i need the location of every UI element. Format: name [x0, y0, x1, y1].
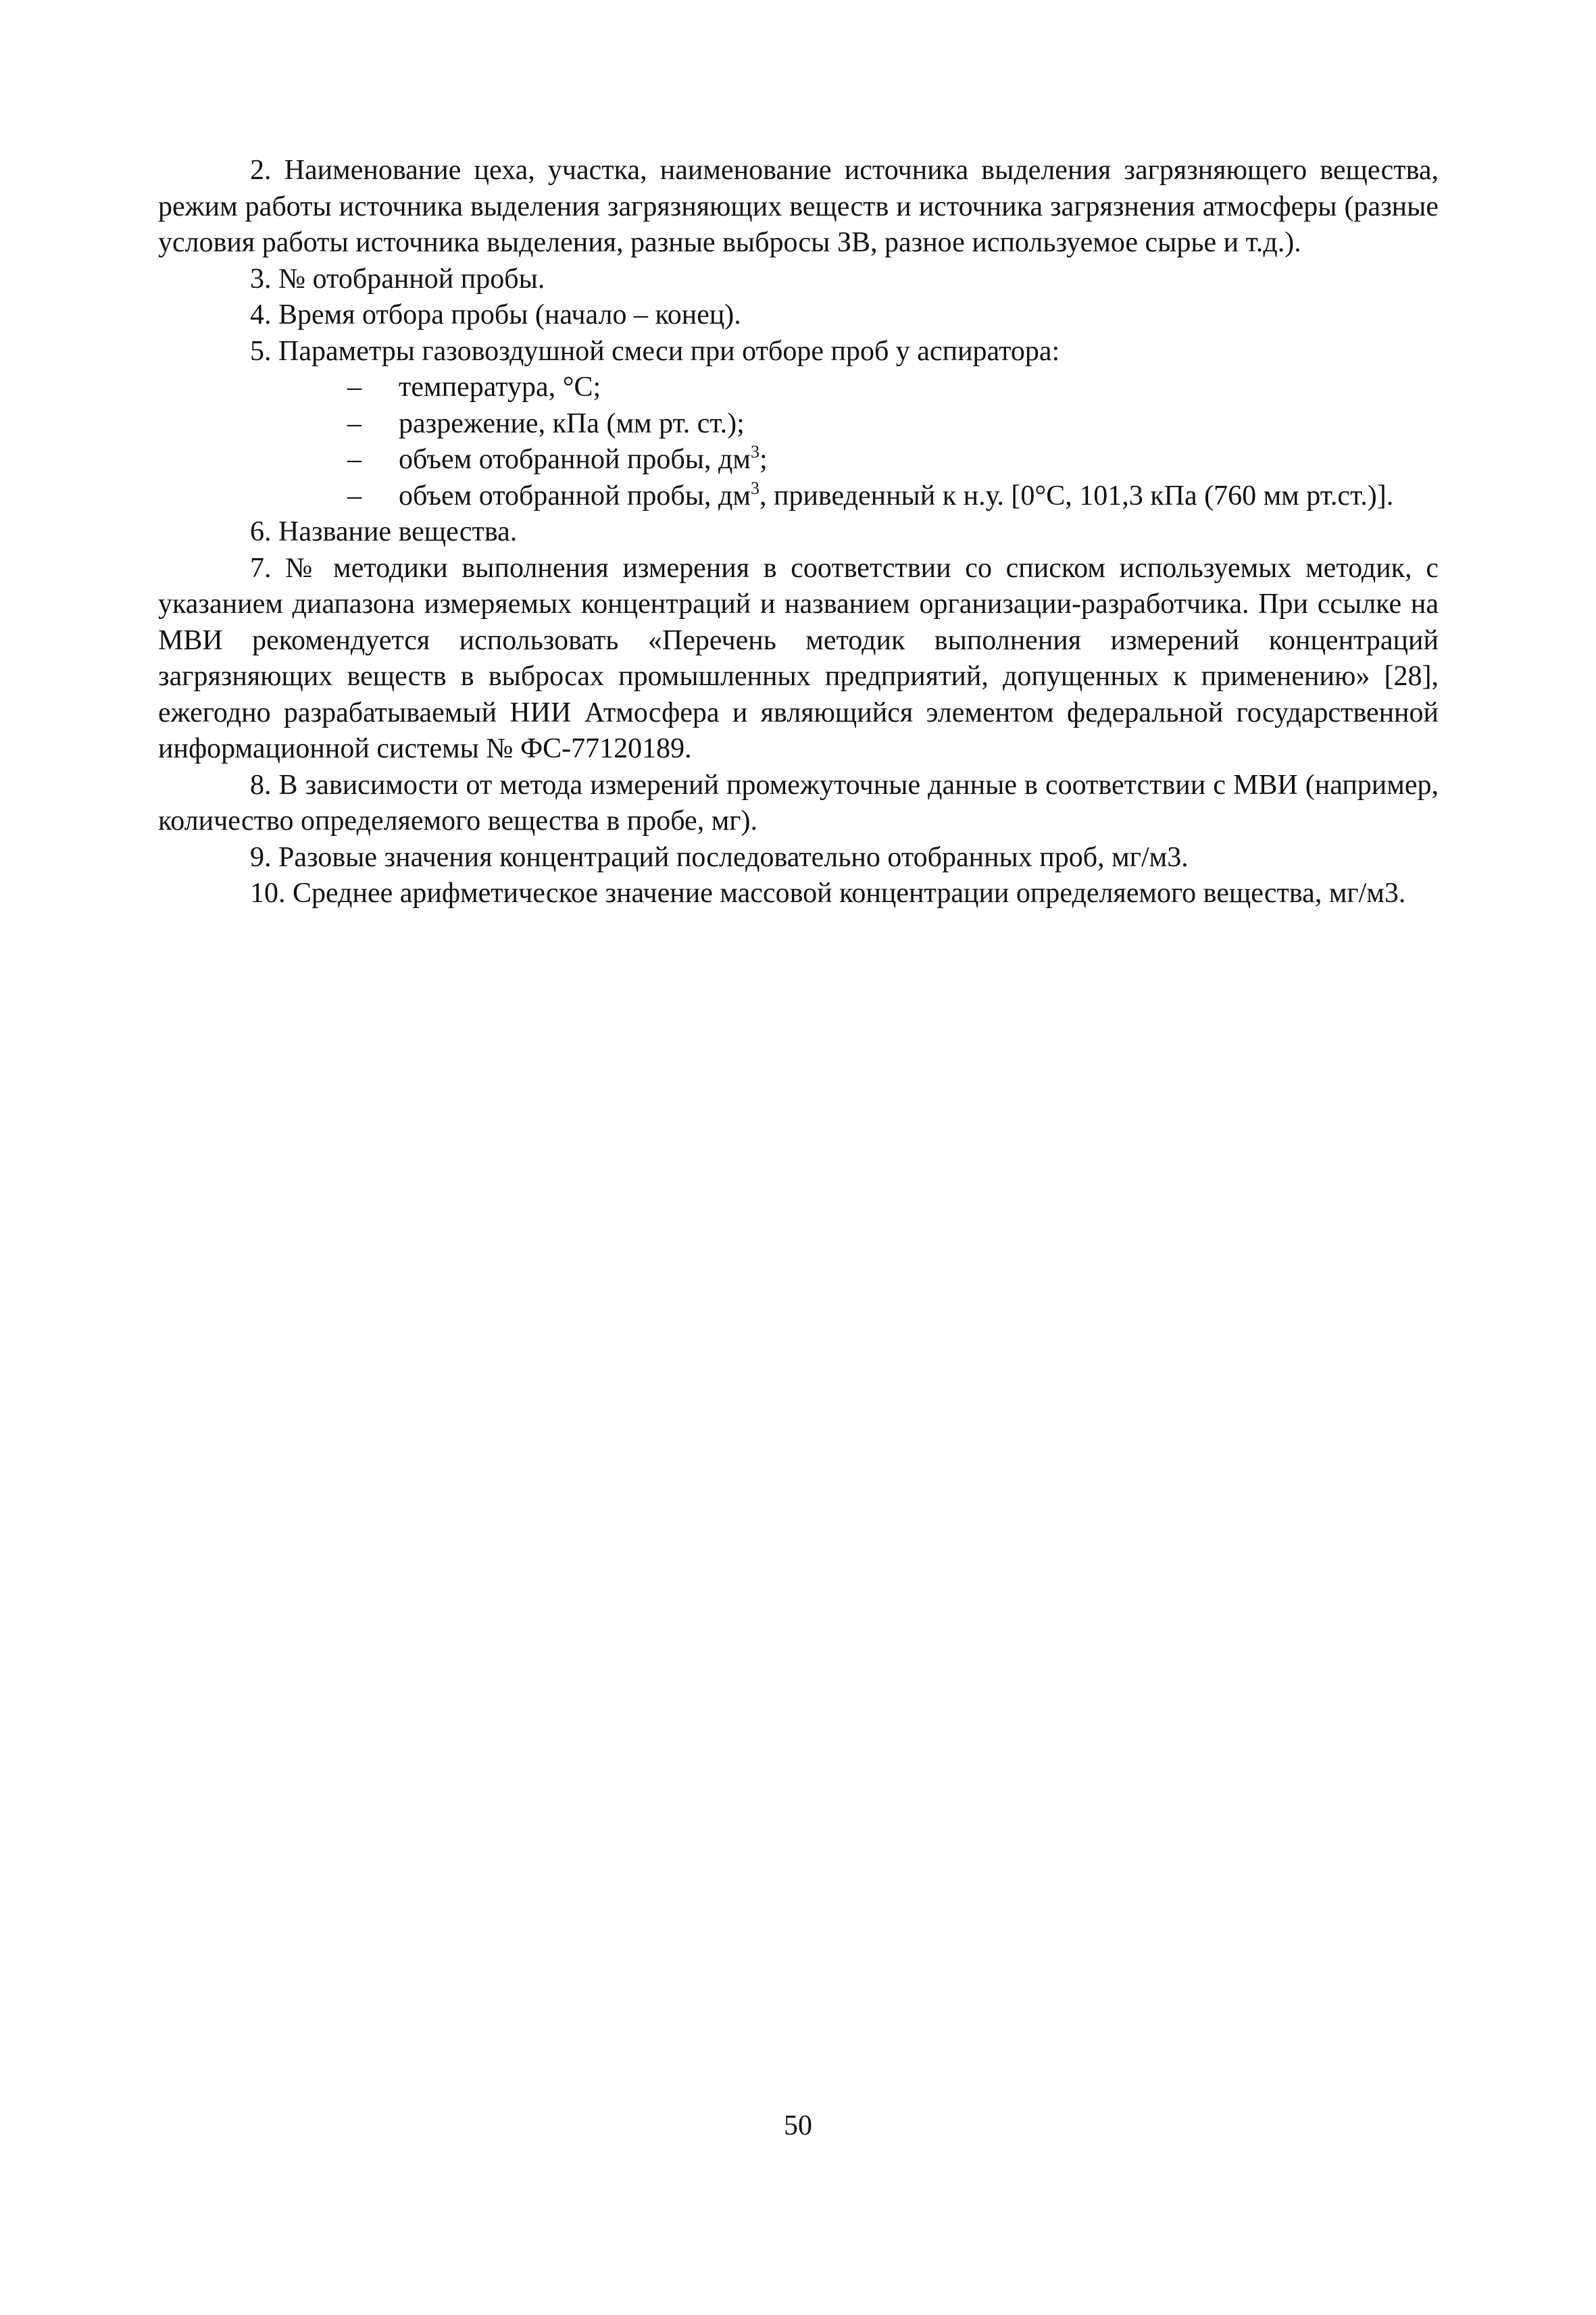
list-item-text: температура, °С; [399, 372, 601, 403]
paragraph-8: 8. В зависимости от метода измерений промежуточные данные в соответствии с МВИ (например, количество определяемого вещества в пробе, мг). [158, 769, 1439, 837]
paragraph-3: 3. № отобранной пробы. [250, 263, 545, 295]
paragraph-10: 10. Среднее арифметическое значение массовой концентрации определяемого вещества, мг/м3. [250, 878, 1406, 909]
list-item-text: объем отобранной пробы, $дм^3$, приведенный к н.у. [0°С, 101,3 кПа (760 мм рт.ст.)]. [399, 478, 1394, 512]
paragraph-9: 9. Разовые значения концентраций последовательно отобранных проб, мг/м3. [250, 841, 1189, 873]
list-item-text: объем отобранной пробы, $дм^3$; [399, 442, 768, 475]
paragraph-7: 7. № методики выполнения измерения в соответствии со списком используемых методик, с указанием диапазона измеряемых концентраций и названием организации-разработчика. При ссылке на МВИ рекомендуется использовать «Перечень методик выполнения измерений концентраций загрязняющих веществ в выбросах промышленных предприятий, допущенных к применению» [28], ежегодно разрабатываемый НИИ Атмосфера и являющийся элементом федеральной государственной информационной системы № ФС-77120189. [158, 552, 1439, 764]
list-item-sample-volume [158, 442, 1439, 478]
dash-marker: – [347, 372, 361, 403]
gas-mixture-parameters-list [158, 370, 1439, 514]
list-item-temperature [158, 370, 1439, 406]
dash-marker: – [347, 444, 361, 475]
dash-marker: – [347, 480, 361, 512]
paragraph-4: 4. Время отбора пробы (начало – конец). [250, 299, 741, 330]
list-item-vacuum [158, 406, 1439, 443]
paragraph-5: 5. Параметры газовоздушной смеси при отборе проб у аспиратора: [250, 335, 1060, 367]
paragraph-2: 2. Наименование цеха, участка, наименование источника выделения загрязняющего вещества, режим работы источника выделения загрязняющих веществ и источника загрязнения атмосферы (разные условия работы источника выделения, разные выбросы ЗВ, разное используемое сырье и т.д.). [158, 155, 1439, 258]
paragraph-6: 6. Название вещества. [250, 516, 518, 547]
page-number: 50 [784, 2110, 812, 2141]
document-body [158, 153, 1439, 912]
list-item-normalized-volume [158, 478, 1439, 515]
dash-marker: – [347, 407, 361, 439]
list-item-text: разрежение, кПа (мм рт. ст.); [399, 407, 745, 439]
